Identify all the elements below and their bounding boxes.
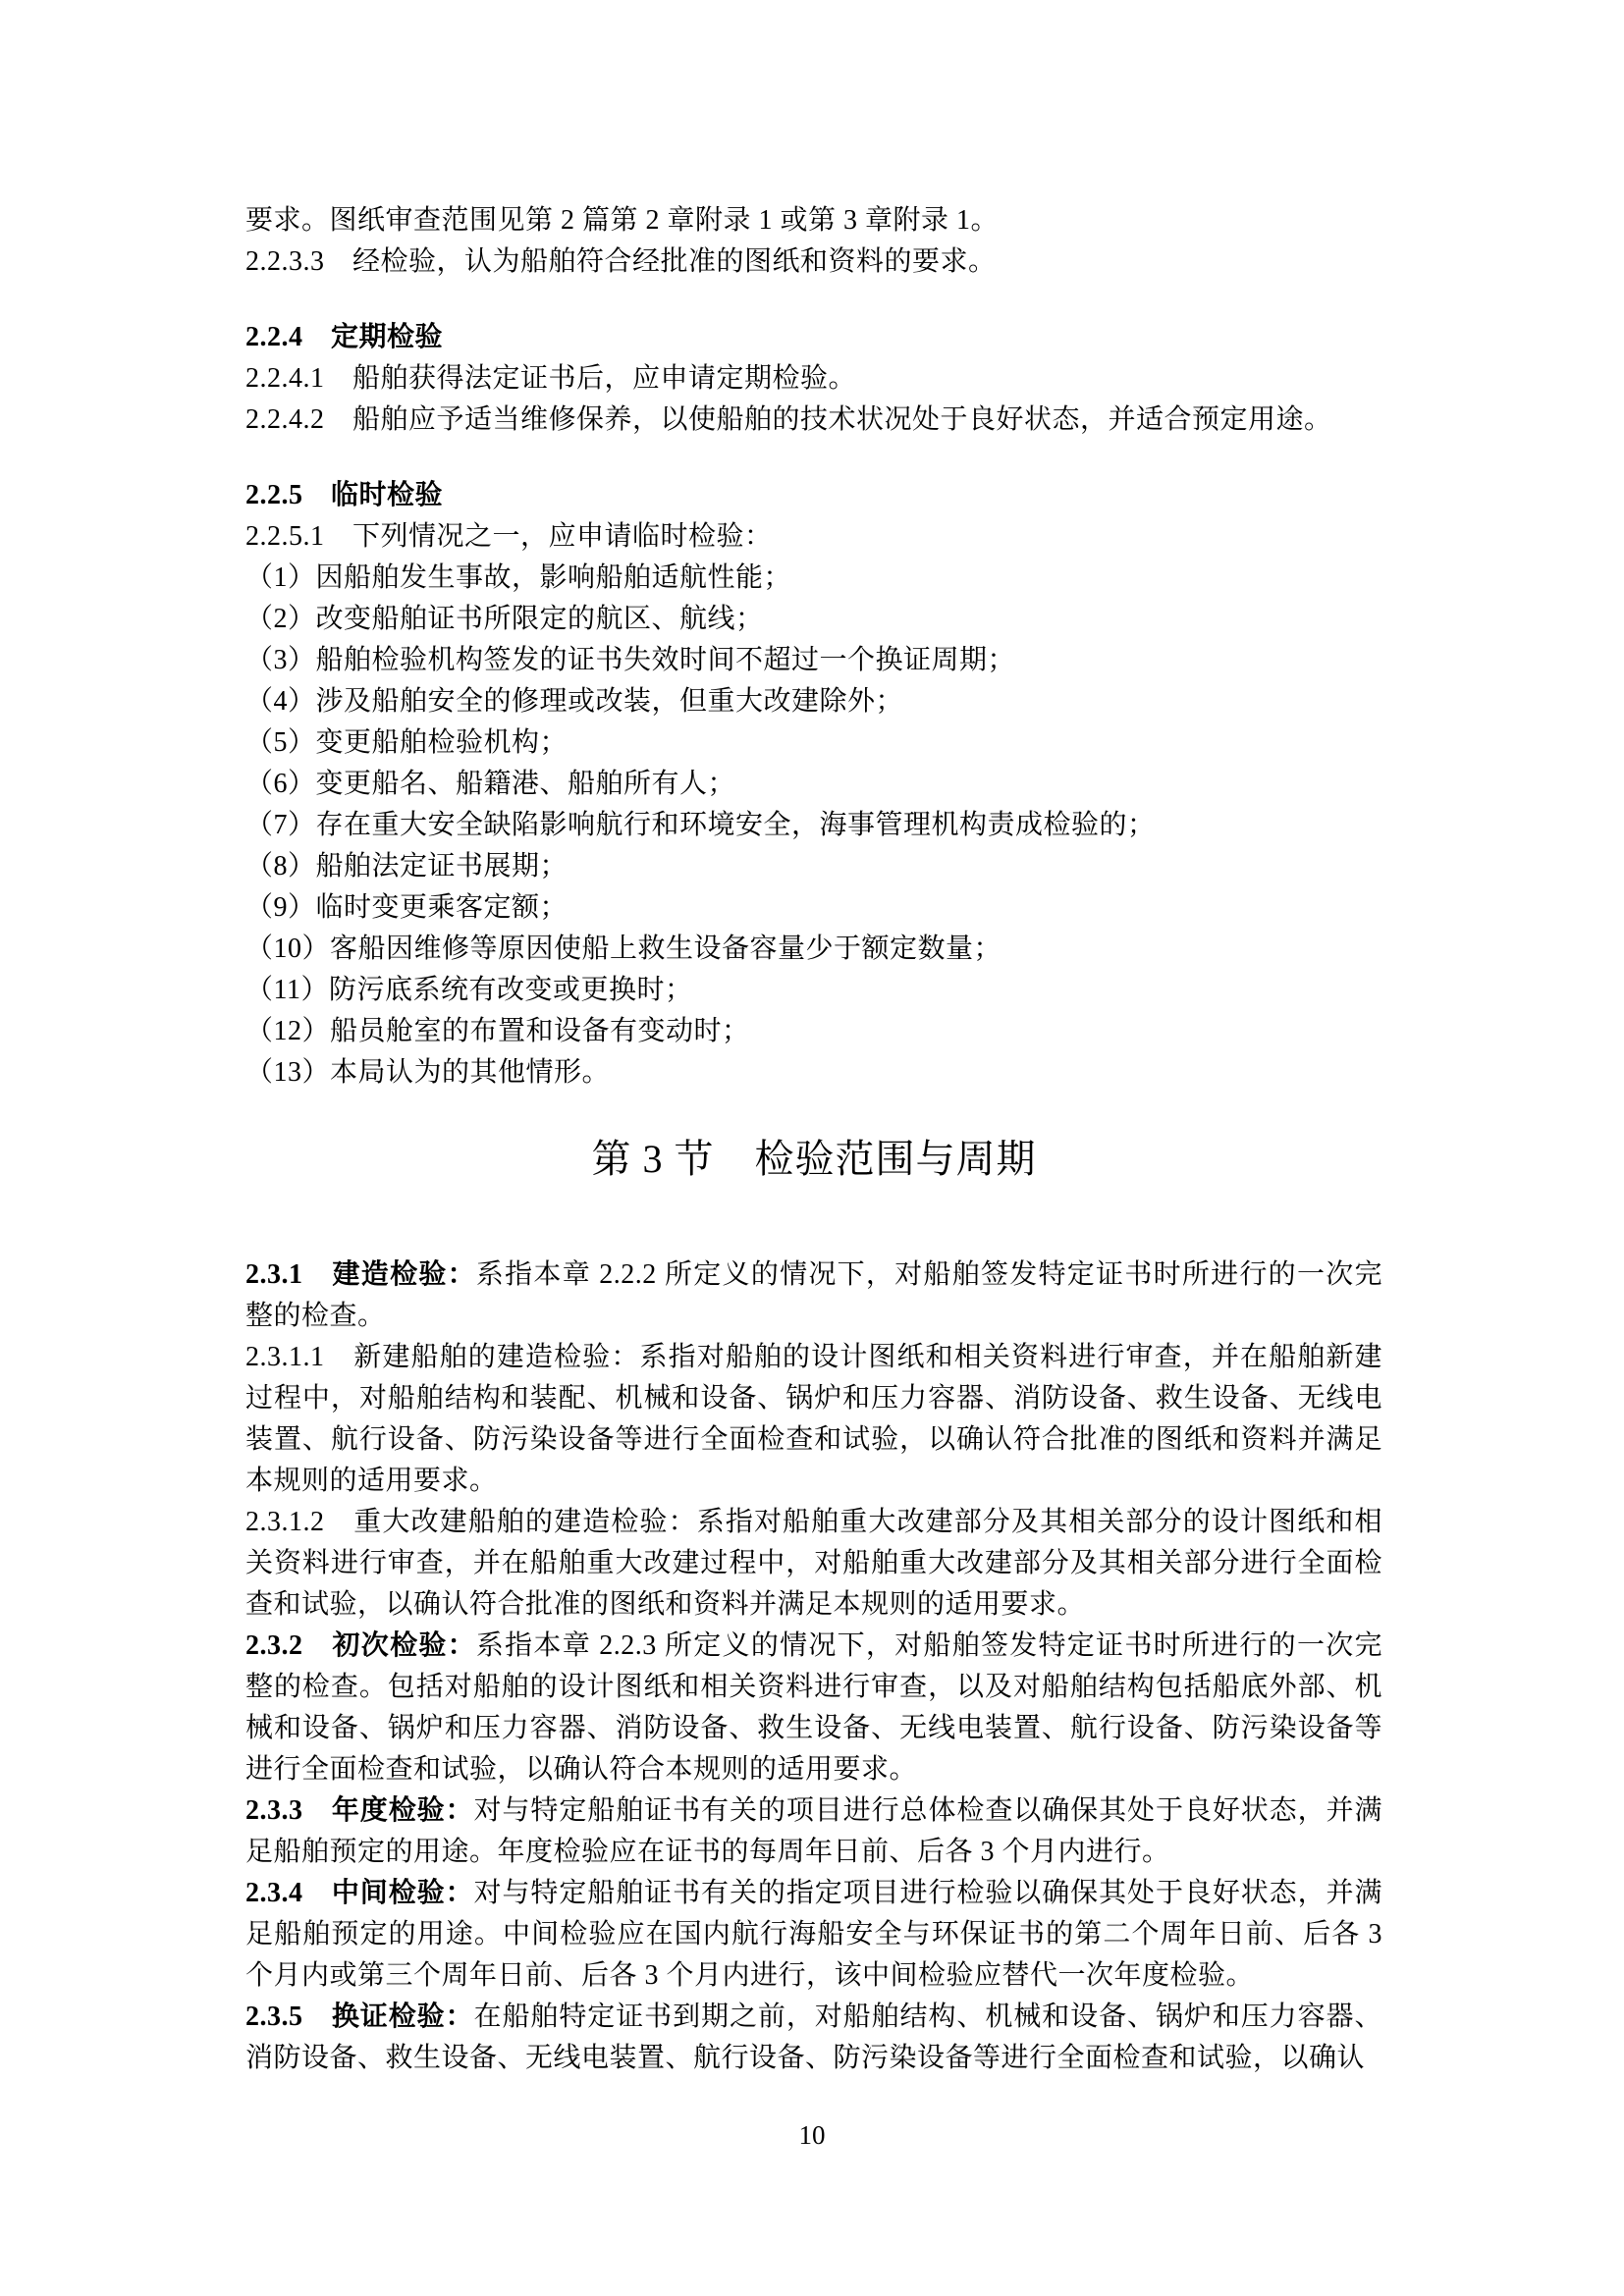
- list-item-6: （6）变更船名、船籍港、船舶所有人；: [245, 769, 736, 799]
- clause-2-3-4: [245, 1873, 1382, 1997]
- list-item-5: （5）变更船舶检验机构；: [245, 727, 568, 758]
- clause-2-3-1-term: 2.3.1 建造检验：: [245, 1259, 476, 1290]
- list-item-3: （3）船舶检验机构签发的证书失效时间不超过一个换证周期；: [245, 645, 1016, 675]
- clause-2-3-2-term: 2.3.2 初次检验：: [245, 1630, 476, 1661]
- list-item-10: （10）客船因维修等原因使船上救生设备容量少于额定数量；: [245, 934, 1002, 964]
- clause-2-3-2-text: 系指本章 2.2.3 所定义的情况下，对船舶签发特定证书时所进行的一次完整的检查。包括对船舶的设计图纸和相关资料进行审查，以及对船舶结构包括船底外部、机械和设备、锅炉和压力容器、消防设备、救生设备、无线电装置、航行设备、防污染设备等进行全面检查和试验，以确认符合本规则的适用要求。: [245, 1630, 1382, 1785]
- list-item-8: （8）船舶法定证书展期；: [245, 851, 568, 881]
- clause-2-3-3-text: 对与特定船舶证书有关的项目进行总体检查以确保其处于良好状态，并满足船舶预定的用途。年度检验应在证书的每周年日前、后各 3 个月内进行。: [245, 1795, 1382, 1867]
- heading-2-2-4: 2.2.4 定期检验: [245, 322, 444, 352]
- heading-2-2-5: 2.2.5 临时检验: [245, 480, 444, 510]
- clause-2-3-1-text: 系指本章 2.2.2 所定义的情况下，对船舶签发特定证书时所进行的一次完整的检查。: [245, 1259, 1382, 1331]
- clause-2-3-1: [245, 1255, 1382, 1337]
- list-item-2: （2）改变船舶证书所限定的航区、航线；: [245, 604, 764, 634]
- clause-2-3-3-term: 2.3.3 年度检验：: [245, 1795, 474, 1826]
- list-item-4: （4）涉及船舶安全的修理或改装，但重大改建除外；: [245, 686, 904, 717]
- clause-2-3-3: [245, 1790, 1382, 1873]
- list-item-1: （1）因船舶发生事故，影响船舶适航性能；: [245, 562, 792, 593]
- clause-2-3-4-term: 2.3.4 中间检验：: [245, 1878, 474, 1908]
- clause-2-2-4-1: 2.2.4.1 船舶获得法定证书后，应申请定期检验。: [245, 363, 857, 394]
- clause-2-3-5-text: 在船舶特定证书到期之前，对船舶结构、机械和设备、锅炉和压力容器、消防设备、救生设备、无线电装置、航行设备、防污染设备等进行全面检查和试验，以确认: [245, 2002, 1382, 2073]
- clause-2-3-4-text: 对与特定船舶证书有关的指定项目进行检验以确保其处于良好状态，并满足船舶预定的用途。中间检验应在国内航行海船安全与环保证书的第二个周年日前、后各 3 个月内或第三个周年日前、后各 3 个月内进行，该中间检验应替代一次年度检验。: [245, 1878, 1382, 1991]
- list-item-11: （11）防污底系统有改变或更换时；: [245, 975, 693, 1005]
- section-3-title: 第 3 节 检验范围与周期: [591, 1137, 1037, 1181]
- list-item-12: （12）船员舱室的布置和设备有变动时；: [245, 1016, 750, 1046]
- clause-2-3-1-2: 2.3.1.2 重大改建船舶的建造检验：系指对船舶重大改建部分及其相关部分的设计图纸和相关资料进行审查，并在船舶重大改建过程中，对船舶重大改建部分及其相关部分进行全面检查和试验，以确认符合批准的图纸和资料并满足本规则的适用要求。: [245, 1507, 1382, 1620]
- list-item-9: （9）临时变更乘客定额；: [245, 892, 568, 923]
- clause-2-3-2: [245, 1626, 1382, 1790]
- clause-2-2-3-3: 2.2.3.3 经检验，认为船舶符合经批准的图纸和资料的要求。: [245, 246, 997, 277]
- clause-2-2-4-2: 2.2.4.2 船舶应予适当维修保养，以使船舶的技术状况处于良好状态，并适合预定用途。: [245, 404, 1332, 435]
- clause-2-3-5-term: 2.3.5 换证检验：: [245, 2002, 474, 2032]
- clause-2-3-5: [245, 1997, 1382, 2079]
- continuation-line: 要求。图纸审查范围见第 2 篇第 2 章附录 1 或第 3 章附录 1。: [245, 205, 1000, 236]
- list-item-7: （7）存在重大安全缺陷影响航行和环境安全，海事管理机构责成检验的；: [245, 810, 1156, 840]
- clause-2-2-5-1: 2.2.5.1 下列情况之一，应申请临时检验：: [245, 521, 773, 552]
- clause-2-3-1-1: 2.3.1.1 新建船舶的建造检验：系指对船舶的设计图纸和相关资料进行审查，并在船舶新建过程中，对船舶结构和装配、机械和设备、锅炉和压力容器、消防设备、救生设备、无线电装置、航行设备、防污染设备等进行全面检查和试验，以确认符合批准的图纸和资料并满足本规则的适用要求。: [245, 1342, 1382, 1496]
- document-content: [245, 200, 1382, 2079]
- list-item-13: （13）本局认为的其他情形。: [245, 1057, 611, 1088]
- page-number: 10: [798, 2120, 826, 2150]
